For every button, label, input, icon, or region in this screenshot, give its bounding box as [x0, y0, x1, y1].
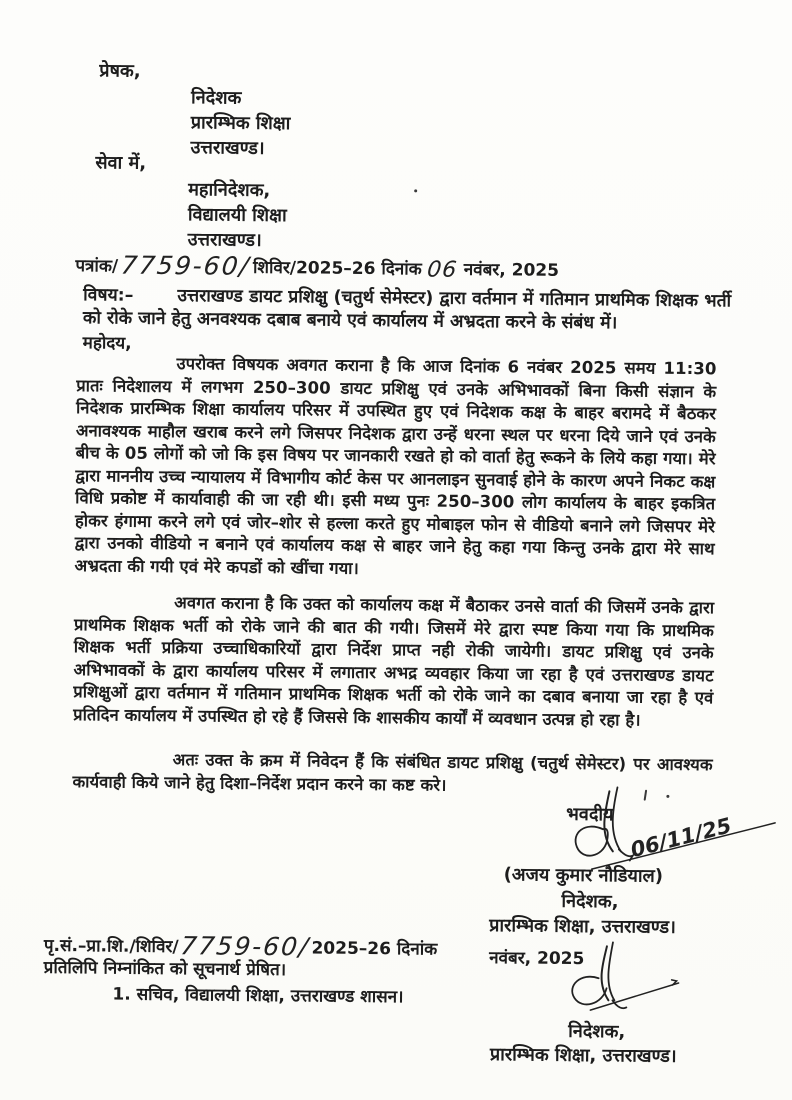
sender-line: प्रारम्भिक शिक्षा [190, 112, 291, 135]
endorsement-ref-suffix: नवंबर, 2025 [489, 948, 585, 970]
handwritten-day: 06 [426, 257, 459, 283]
signatory-org: प्रारम्भिक शिक्षा, उत्तराखण्ड। [489, 915, 676, 938]
subject-block [83, 284, 731, 336]
reference-line [75, 248, 559, 282]
endorsement-signatory-title: निदेशक, [568, 1020, 626, 1043]
endorsement-signature-scribble [550, 938, 766, 1025]
body-paragraph: अतः उक्त के क्रम में निवेदन हैं कि संबंधित डायट प्रशिक्षु (चतुर्थ सेमेस्टर) पर आवश्यक कार्यवाही किये जाने हेतु दिशा–निर्देश प्रदान करने का कष्ट करे। [72, 750, 713, 795]
sender-line: उत्तराखण्ड। [190, 137, 265, 159]
recipient-line: उत्तराखण्ड। [187, 229, 262, 251]
signatory-name: (अजय कुमार नौडियाल) [503, 864, 664, 887]
sender-label: प्रेषक, [99, 60, 141, 82]
recipient-line: विद्यालयी शिक्षा [187, 204, 287, 227]
ref-middle: शिविर/2025–26 दिनांक [252, 257, 422, 280]
sender-line: निदेशक [190, 87, 242, 109]
recipient-address [188, 177, 287, 253]
handwritten-ref-number: 7759-60/ [119, 250, 252, 281]
ink-speck [414, 189, 417, 192]
endorsement-signatory-org: प्रारम्भिक शिक्षा, उत्तराखण्ड। [489, 1044, 677, 1067]
copy-item: 1. सचिव, विद्यालयी शिक्षा, उत्तराखण्ड शासन। [112, 984, 404, 1008]
recipient-label: सेवा में, [95, 152, 147, 174]
ref-prefix: पत्रांक/ [75, 256, 119, 277]
handwritten-ref-number: 7759-60/ [178, 931, 311, 962]
sender-address [190, 85, 290, 161]
endorsement-ref-prefix: पृ.सं.–प्रा.शि./शिविर/ [43, 935, 179, 958]
endorsement-ref-middle: 2025–26 दिनांक [311, 938, 438, 960]
body-paragraph: अवगत कराना है कि उक्त को कार्यालय कक्ष में बैठाकर उनसे वार्ता की जिसमें उनके द्वारा प्राथमिक शिक्षक भर्ती को रोके जाने की बात की गयी। जिसमें मेरे द्वारा स्पष्ट किया गया कि प्राथमिक शिक्षक भर्ती प्रक्रिया उच्चाधिकारियों द्वारा निर्देश प्राप्त नही रोकी जायेगी। डायट प्रशिक्षु एवं उनके अभिभावकों के द्वारा कार्यालय परिसर में लगातार अभद्र व्यवहार किया जा रहा है एवं उत्तराखण्ड डायट प्रशिक्षुओं द्वारा वर्तमान में गतिमान प्राथमिक शिक्षक भर्ती को रोके जाने का दबाव बनाया जा रहा है एवं प्रतिदिन कार्यालय में उपस्थित हो रहे हैं जिससे कि शासकीय कार्यों में व्यवधान उत्पन्न हो रहा है। [73, 593, 715, 730]
subject-text: उत्तराखण्ड डायट प्रशिक्षु (चतुर्थ सेमेस्टर) द्वारा वर्तमान में गतिमान प्राथमिक शिक्षक भर्ती को रोके जाने हेतु अनवश्यक दबाब बनाये एवं कार्यालय में अभ्रदता करने के संबंध में। [82, 286, 732, 334]
copy-note: प्रतिलिपि निम्नांकित को सूचनार्थ प्रेषित। [43, 957, 287, 981]
recipient-line: महानिदेशक, [188, 179, 271, 202]
ref-suffix: नवंबर, 2025 [463, 259, 560, 281]
body-paragraph: उपरोक्त विषयक अवगत कराना है कि आज दिनांक 6 नवंबर 2025 समय 11:30 प्रातः निदेशालय में लगभग 250–300 डायट प्रशिक्षु एवं उनके अभिभावकों बिना किसी संज्ञान के निदेशक प्रारम्भिक शिक्षा कार्यालय परिसर में उपस्थित हुए एवं निदेशक कक्ष के बाहर बरामदे में बैठकर अनावश्यक माहौल खराब करने लगे जिसपर निदेशक द्वारा उन्हें धरना स्थल पर धरना दिये जाने एवं उनके बीच के 05 लोगों को जो कि इस विषय पर जानकारी रखते हो को वार्ता हेतु रूकने के लिये कहा गया। मेरे द्वारा माननीय उच्च न्यायालय में विभागीय कोर्ट केस पर आनलाइन सुनवाई होने के कारण अपने निकट कक्ष विधि प्रकोष्ट में कार्यावाही की जा रही थी। इसी मध्य पुनः 250–300 लोग कार्यालय के बाहर इकत्रित होकर हंगामा करने लगे एवं जोर–शोर से हल्ला करते हुए मोबाइल फोन से वीडियो बनाने लगे जिसपर मेरे द्वारा उनको वीडियो न बनाने एवं कार्यालय कक्ष से बाहर जाने हेतु कहा गया किन्तु उनके द्वारा मेरे साथ अभ्रदता की गयी एवं मेरे कपडों को खींचा गया। [74, 354, 717, 578]
handwritten-signature-date: 06/11/25 [628, 813, 734, 863]
signatory-title: निदेशक, [561, 890, 619, 913]
salutation: महोदय, [82, 333, 132, 354]
subject-label: विषय:– [83, 285, 134, 306]
closing-salutation: भवदीय [566, 803, 614, 826]
